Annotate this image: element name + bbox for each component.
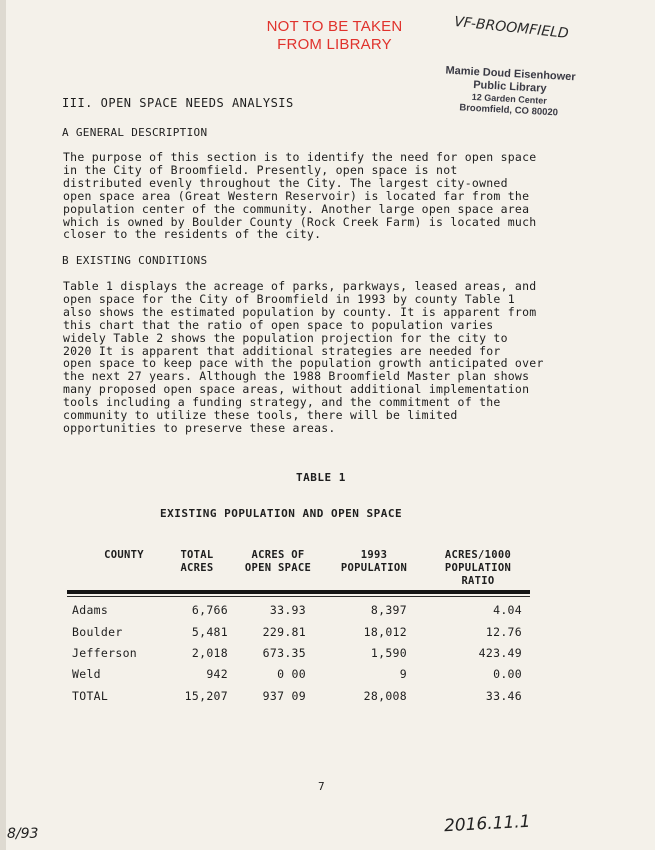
header-population: 1993 POPULATION [340, 549, 408, 574]
cell-total-acres: 2,018 [191, 646, 228, 660]
cell-total-acres: 6,766 [191, 603, 228, 617]
library-stamp-line-2: Public Library [472, 78, 547, 95]
header-county: COUNTY [104, 549, 144, 561]
cell-county: Boulder [72, 625, 123, 639]
cell-open-space: 937 09 [262, 689, 306, 703]
cell-ratio: 33.46 [485, 689, 522, 703]
cell-open-space: 0 00 [277, 667, 306, 681]
cell-ratio: 423.49 [478, 646, 522, 660]
cell-population: 28,008 [363, 689, 407, 703]
header-total-acres: TOTAL ACRES [180, 549, 214, 574]
library-stamp-line-4: Broomfield, CO 80020 [459, 102, 559, 119]
table-header-rule-thick [67, 590, 530, 594]
cell-population: 18,012 [363, 625, 407, 639]
cell-population: 9 [399, 667, 407, 681]
cell-open-space: 33.93 [269, 603, 306, 617]
library-stamp [433, 64, 585, 121]
header-open-space: ACRES OF OPEN SPACE [244, 549, 312, 574]
table-header-rule-thin [67, 596, 530, 597]
table-title: EXISTING POPULATION AND OPEN SPACE [160, 507, 403, 520]
cell-county: TOTAL [72, 689, 109, 703]
red-stamp-line-1: NOT TO BE TAKEN [266, 18, 403, 35]
subsection-b-title: B EXISTING CONDITIONS [62, 254, 208, 267]
library-stamp-line-1: Mamie Doud Eisenhower [445, 64, 576, 84]
page-number: 7 [318, 780, 325, 793]
cell-county: Jefferson [72, 646, 138, 660]
cell-ratio: 12.76 [485, 625, 522, 639]
library-stamp-line-3: 12 Garden Center [471, 91, 548, 106]
cell-ratio: 0.00 [493, 667, 522, 681]
red-stamp-line-2: FROM LIBRARY [277, 36, 392, 53]
cell-ratio: 4.04 [493, 603, 522, 617]
not-to-be-taken-stamp [262, 18, 407, 54]
section-heading: III. OPEN SPACE NEEDS ANALYSIS [62, 96, 294, 110]
handwritten-date: 2016.11.1 [443, 811, 531, 837]
cell-total-acres: 5,481 [191, 625, 228, 639]
handwritten-file-label: VF-BROOMFIELD [453, 14, 570, 42]
handwritten-corner-note: 8/93 [7, 826, 39, 842]
subsection-b-paragraph: Table 1 displays the acreage of parks, parkways, leased areas, and open space for the City of Broomfield in 1993 by county Table 1 also shows the estimated population by county. It is apparent from this chart that the ratio of open space to population varies widely Table 2 shows the population projection for the city to 2020 It is apparent that additional strategies are needed for open space to keep pace with the population growth anticipated over the next 27 years. Although the 1988 Broomfield Master plan shows many proposed open space areas, without additional implementation tools including a funding strategy, and the commitment of the community to utilize these tools, there will be limited opportunities to preserve these areas. [63, 279, 544, 435]
cell-total-acres: 942 [206, 667, 228, 681]
cell-population: 8,397 [370, 603, 407, 617]
page-edge [0, 0, 6, 850]
cell-population: 1,590 [370, 646, 407, 660]
cell-county: Adams [72, 603, 109, 617]
subsection-a-title: A GENERAL DESCRIPTION [62, 126, 208, 139]
cell-open-space: 673.35 [262, 646, 306, 660]
header-ratio: ACRES/1000 POPULATION RATIO [444, 549, 512, 587]
table-number: TABLE 1 [296, 471, 346, 484]
cell-total-acres: 15,207 [184, 689, 228, 703]
cell-open-space: 229.81 [262, 625, 306, 639]
subsection-a-paragraph: The purpose of this section is to identify the need for open space in the City of Broomfield. Presently, open space is not distributed evenly throughout the City. The largest city-owned open space area (Great Western Reservoir) is located far from the population center of the community. Another large open space area which is owned by Boulder County (Rock Creek Farm) is located much closer to the residents of the city. [63, 150, 537, 242]
cell-county: Weld [72, 667, 101, 681]
